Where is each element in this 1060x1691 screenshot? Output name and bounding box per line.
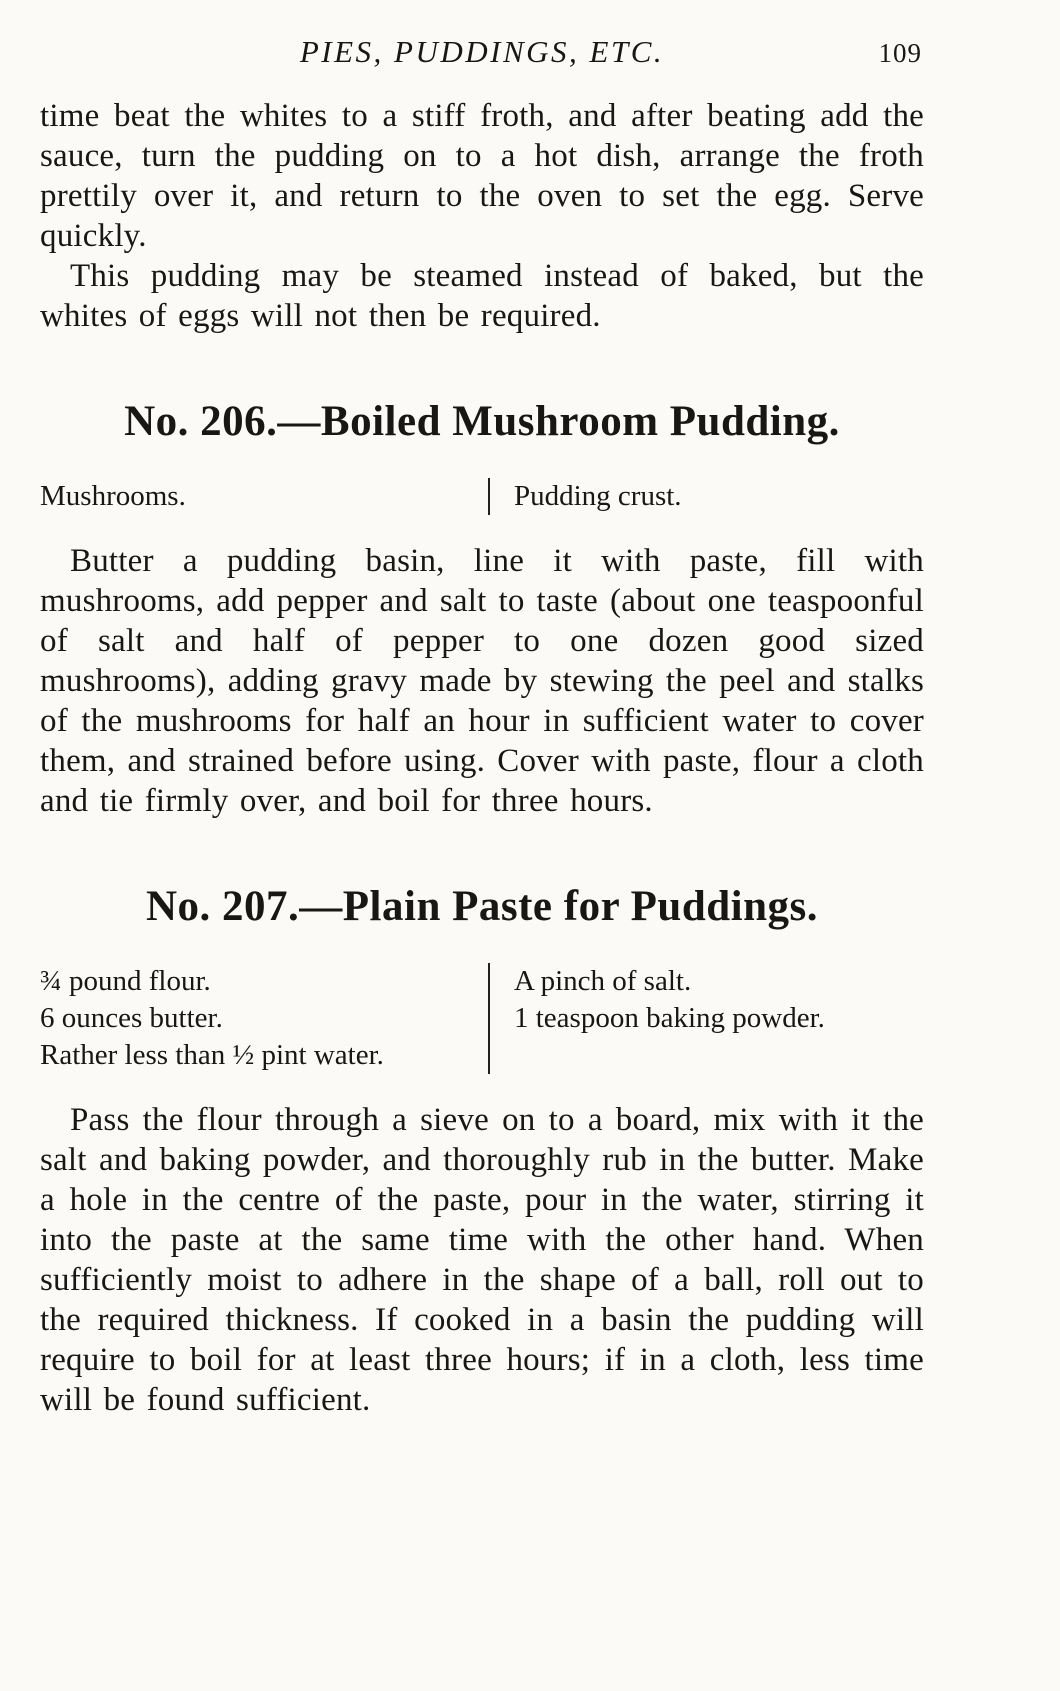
ingredient-item: Rather less than ½ pint water. — [40, 1039, 384, 1071]
ingredient-item: ¾ pound flour. — [40, 965, 211, 997]
recipe-206-ingredients — [40, 478, 924, 515]
running-title: PIES, PUDDINGS, ETC. — [299, 34, 665, 69]
recipe-207-ingredients — [40, 963, 924, 1074]
ingredient-item: Mushrooms. — [40, 480, 186, 512]
ingredients-right-column — [488, 963, 924, 1074]
ingredient-item: 6 ounces butter. — [40, 1002, 223, 1034]
intro-second-paragraph: This pudding may be steamed instead of baked, but the whites of eggs will not then be required. — [40, 258, 924, 334]
recipe-207-body-paragraph: Pass the flour through a sieve on to a board, mix with it the salt and baking powder, and thoroughly rub in the butter. Make a hole in the centre of the paste, pour in the water, stirring it into the paste at the same time with the other hand. When sufficiently moist to adhere in the shape of a ball, roll out to the required thickness. If cooked in a basin the pudding will require to boil for at least three hours; if in a cloth, less time will be found sufficient. — [40, 1102, 924, 1418]
continuation-paragraph: time beat the whites to a stiff froth, and after beating add the sauce, turn the pudding on to a hot dish, arrange the froth prettily over it, and return to the oven to set the egg. Serve quickly. — [40, 98, 924, 254]
page-number: 109 — [878, 38, 922, 68]
recipe-206-heading: No. 206.—Boiled Mushroom Pudding. — [124, 398, 840, 445]
recipe-207-heading: No. 207.—Plain Paste for Puddings. — [145, 883, 818, 930]
ingredients-left-column — [40, 963, 488, 1074]
ingredients-right-column — [488, 478, 924, 515]
ingredient-item: 1 teaspoon baking powder. — [514, 1002, 825, 1034]
ingredients-left-column — [40, 478, 488, 515]
recipe-206-body-paragraph: Butter a pudding basin, line it with paste, fill with mushrooms, add pepper and salt to taste (about one teaspoonful of salt and half of pepper to one dozen good sized mushrooms), adding gravy made by stewing the peel and stalks of the mushrooms for half an hour in sufficient water to cover them, and strained before using. Cover with paste, flour a cloth and tie firmly over, and boil for three hours. — [40, 543, 924, 819]
page-header — [40, 34, 924, 78]
ingredient-item: Pudding crust. — [514, 480, 682, 512]
ingredient-item: A pinch of salt. — [514, 965, 692, 997]
